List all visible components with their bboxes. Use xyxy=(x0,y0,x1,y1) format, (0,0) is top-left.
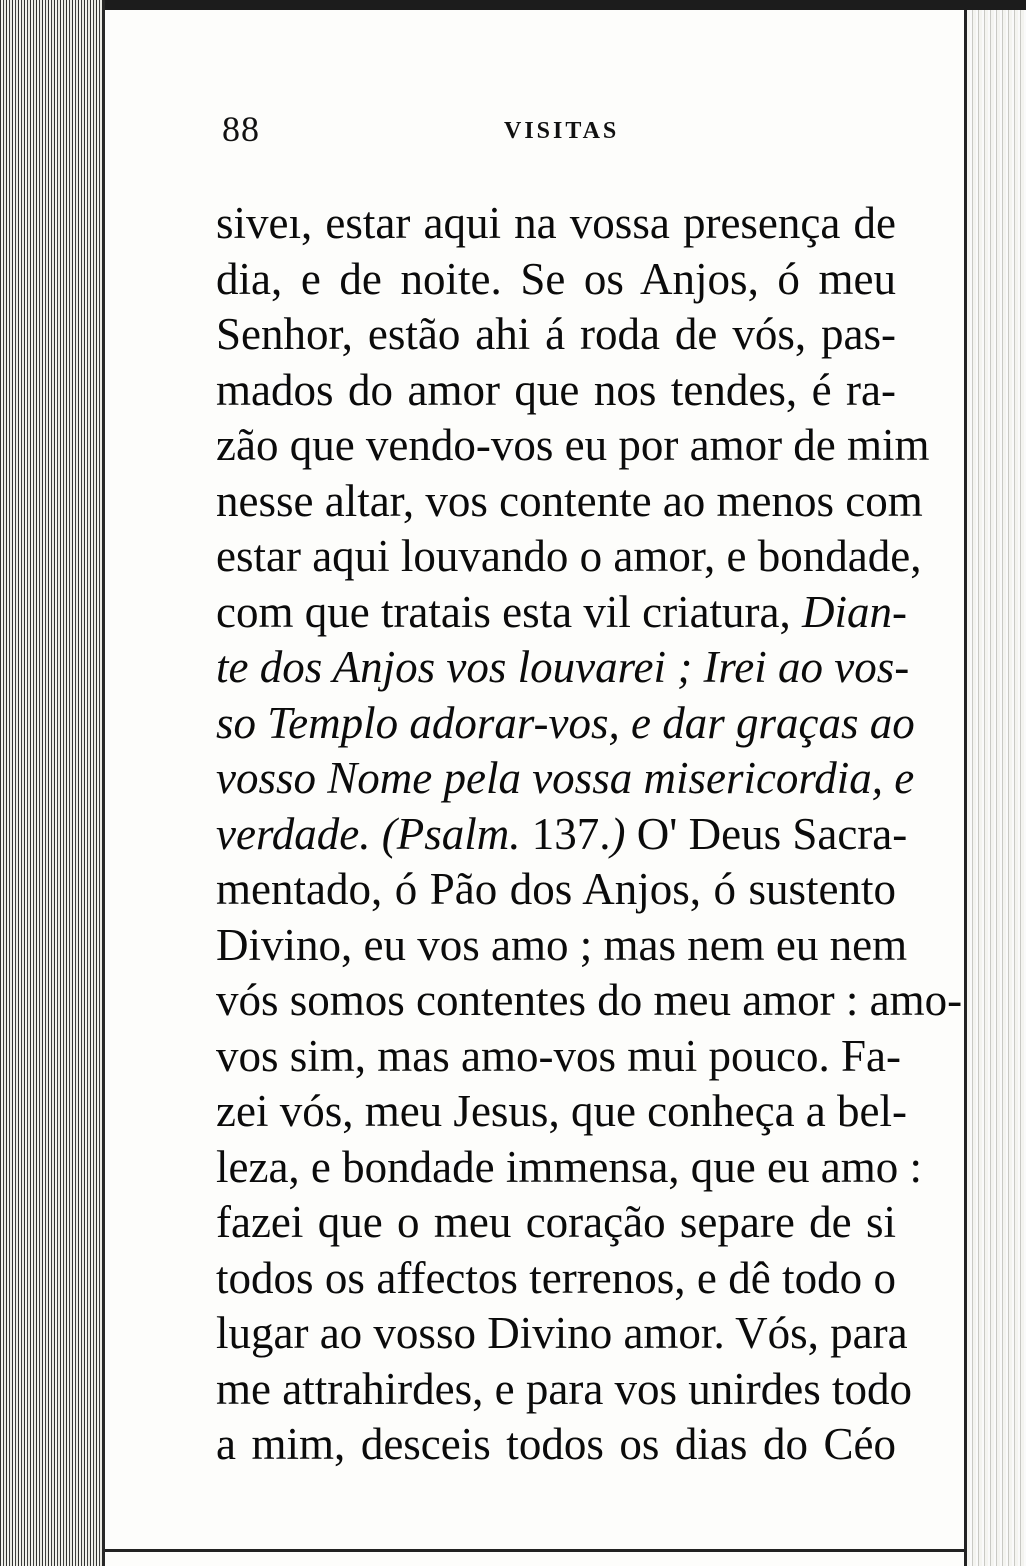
text-line xyxy=(216,585,908,641)
italic-text-segment: ) xyxy=(610,808,637,859)
italic-text-segment: verdade. (Psalm. xyxy=(216,808,532,859)
text-line xyxy=(216,1251,896,1307)
page-edge xyxy=(964,0,1026,1566)
text-segment: vos sim, mas amo-vos mui pouco. Fa- xyxy=(216,1030,901,1081)
text-line xyxy=(216,696,915,752)
text-segment: Divino, eu vos amo ; mas nem eu nem xyxy=(216,919,908,970)
text-line xyxy=(216,474,923,530)
text-line xyxy=(216,418,930,474)
text-line xyxy=(216,973,963,1029)
text-segment: leza, e bondade immensa, que eu amo : xyxy=(216,1141,922,1192)
text-segment: siveı, estar aqui na vossa presença de xyxy=(216,198,896,248)
body-text xyxy=(216,196,963,1473)
text-segment: dia, e de noite. Se os Anjos, ó meu xyxy=(216,253,896,304)
text-segment: a mim, desceis todos os dias do Céo xyxy=(216,1419,896,1469)
italic-text-segment: Dian- xyxy=(802,586,908,637)
book-gutter xyxy=(0,0,105,1566)
text-segment: mados do amor que nos tendes, é ra- xyxy=(216,364,896,415)
text-line xyxy=(216,529,922,585)
text-segment: fazei que o meu coração separe de si xyxy=(216,1197,896,1247)
text-segment: vós somos contentes do meu amor : amo- xyxy=(216,975,963,1025)
text-line xyxy=(216,196,896,252)
page-number: 88 xyxy=(222,109,260,149)
text-line xyxy=(216,862,896,918)
scan-top-border xyxy=(105,0,1026,10)
text-segment: todos os affectos terrenos, e dê todo o xyxy=(216,1252,896,1303)
text-line xyxy=(216,1029,901,1085)
italic-text-segment: so Templo adorar-vos, e dar graças ao xyxy=(216,697,915,748)
text-line xyxy=(216,307,896,363)
text-line xyxy=(216,363,896,419)
text-line xyxy=(216,1306,908,1362)
text-line xyxy=(216,751,915,807)
text-line xyxy=(216,252,896,308)
text-segment: O' Deus Sacra- xyxy=(636,808,908,859)
text-line xyxy=(216,1084,907,1140)
text-line xyxy=(216,640,910,696)
text-segment: estar aqui louvando o amor, e bondade, xyxy=(216,531,922,581)
italic-text-segment: vosso Nome pela vossa misericordia, e xyxy=(216,753,915,803)
text-segment: zei vós, meu Jesus, que conheça a bel- xyxy=(216,1086,907,1136)
text-segment: 137. xyxy=(531,808,611,859)
text-segment: nesse altar, vos contente ao menos com xyxy=(216,475,923,526)
text-line xyxy=(216,807,908,863)
running-title: VISITAS xyxy=(504,118,620,144)
text-segment: Senhor, estão ahi á roda de vós, pas- xyxy=(216,309,896,359)
text-line xyxy=(216,1362,913,1418)
text-segment: zão que vendo-vos eu por amor de mim xyxy=(216,420,930,470)
text-segment: com que tratais esta vil criatura, xyxy=(216,586,803,637)
text-line xyxy=(216,1417,896,1473)
scan-bottom-border xyxy=(105,1549,964,1552)
text-segment: lugar ao vosso Divino amor. Vós, para xyxy=(216,1308,908,1358)
page-header xyxy=(222,108,892,158)
text-segment: me attrahirdes, e para vos unirdes todo xyxy=(216,1363,913,1414)
text-line xyxy=(216,918,908,974)
italic-text-segment: te dos Anjos vos louvarei ; Irei ao vos- xyxy=(216,642,910,692)
text-segment: mentado, ó Pão dos Anjos, ó sustento xyxy=(216,864,896,914)
text-line xyxy=(216,1140,922,1196)
text-line xyxy=(216,1195,896,1251)
